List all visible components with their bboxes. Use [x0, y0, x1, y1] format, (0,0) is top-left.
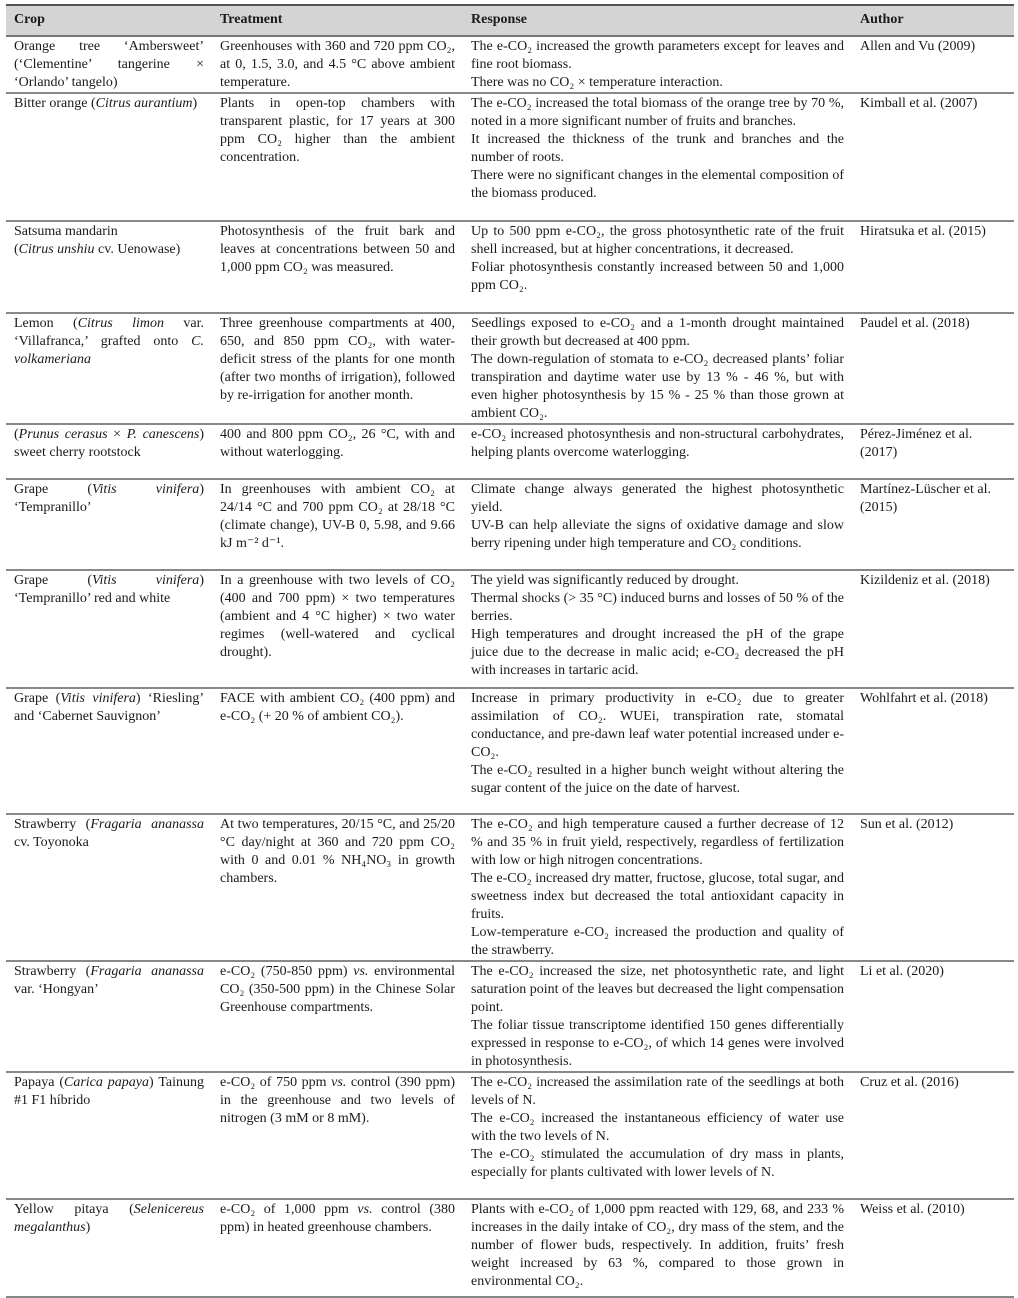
response-cell: [463, 93, 852, 221]
text-segment: In a greenhouse with two levels of CO₂ (400 and 700 ppm) × two temperatures (ambient and 4 °C higher) × two water regimes (well-watered and cyclical drought).: [220, 573, 455, 660]
table-row: [6, 93, 1014, 221]
text-segment: The e-CO₂ resulted in a higher bunch weight without altering the sugar content of the juice on the date of harvest.: [471, 763, 844, 796]
response-paragraph: [471, 167, 844, 203]
response-paragraph: [471, 74, 844, 92]
table-row: [6, 479, 1014, 570]
text-segment: Seedlings exposed to e-CO₂ and a 1-month drought maintained their growth but decreased at 400 ppm.: [471, 316, 844, 349]
author-citation: Kimball et al. (2007): [860, 96, 978, 111]
crop-cell: [6, 479, 212, 570]
crop-paragraph: [14, 241, 204, 259]
italic-text: Vitis vinifera: [92, 482, 200, 497]
response-paragraph: [471, 38, 844, 74]
text-segment: e-CO₂ (750-850 ppm): [220, 964, 354, 979]
text-segment: The e-CO₂ and high temperature caused a further decrease of 12 % and 35 % in fruit yield, respectively, regardless of fertilization with low or high nitrogen concentrations.: [471, 817, 844, 868]
crop-paragraph: [14, 1074, 204, 1110]
crop-cell: [6, 961, 212, 1072]
text-segment: Grape (: [14, 573, 92, 588]
crop-cell: [6, 1072, 212, 1199]
italic-text: Fragaria ananassa: [90, 817, 204, 832]
text-segment: Bitter orange (: [14, 96, 96, 111]
italic-text: Vitis vinifera: [92, 573, 200, 588]
text-segment: ): [192, 96, 198, 111]
text-segment: Plants with e-CO₂ of 1,000 ppm reacted with 129, 68, and 233 % increases in the daily intake of CO₂, dry mass of the stem, and the number of flower buds, respectively. In addition, fruits’ fresh weight increased by 63 %, compared to those grown in environmental CO₂.: [471, 1202, 844, 1289]
crop-paragraph: [14, 481, 204, 517]
italic-text: vs.: [353, 964, 369, 979]
crop-cell: [6, 424, 212, 479]
text-segment: control (390 ppm) in the greenhouse and two levels of nitrogen (3 mM or 8 mM).: [220, 1075, 455, 1126]
crop-cell: [6, 814, 212, 961]
response-cell: [463, 36, 852, 93]
text-segment: Lemon (: [14, 316, 78, 331]
response-paragraph: [471, 1074, 844, 1110]
treatment-cell: [212, 570, 463, 688]
table-row: [6, 313, 1014, 424]
author-cell: [852, 313, 1014, 424]
text-segment: ) ‘Tempranillo’: [14, 482, 204, 515]
treatment-cell: [212, 36, 463, 93]
treatment-paragraph: [220, 816, 455, 888]
crop-paragraph: [14, 426, 204, 462]
treatment-paragraph: [220, 38, 455, 92]
crop-cell: [6, 688, 212, 814]
text-segment: (: [14, 427, 19, 442]
author-cell: [852, 570, 1014, 688]
treatment-paragraph: [220, 426, 455, 462]
treatment-paragraph: [220, 690, 455, 726]
treatment-paragraph: [220, 1074, 455, 1128]
author-citation: Sun et al. (2012): [860, 817, 954, 832]
italic-text: Prunus cerasus: [18, 427, 108, 442]
response-paragraph: [471, 1017, 844, 1071]
text-segment: UV-B can help alleviate the signs of oxidative damage and slow berry ripening under high temperature and CO₂ conditions.: [471, 518, 844, 551]
text-segment: The e-CO₂ increased the total biomass of the orange tree by 70 %, noted in a more significant number of fruits and branches.: [471, 96, 844, 129]
treatment-cell: [212, 313, 463, 424]
text-segment: The e-CO₂ increased the growth parameters except for leaves and fine root biomass.: [471, 39, 844, 72]
response-paragraph: [471, 351, 844, 423]
text-segment: Yellow pitaya (: [14, 1202, 134, 1217]
response-paragraph: [471, 315, 844, 351]
table-row: [6, 688, 1014, 814]
text-segment: At two temperatures, 20/15 °C, and 25/20 °C day/night at 360 and 720 ppm CO₂ with 0 and 0.01 % NH₄NO₃ in growth chambers.: [220, 817, 455, 886]
response-paragraph: [471, 1110, 844, 1146]
text-segment: Three greenhouse compartments at 400, 650, and 850 ppm CO₂, with water-deficit stress of the plants for one month (after two months of irrigation), followed by re-irrigation for another month.: [220, 316, 455, 403]
text-segment: Satsuma mandarin: [14, 224, 118, 239]
author-citation: Li et al. (2020): [860, 964, 944, 979]
treatment-paragraph: [220, 223, 455, 277]
text-segment: The foliar tissue transcriptome identified 150 genes differentially expressed in response to e-CO₂, of which 14 genes were involved in photosynthesis.: [471, 1018, 844, 1069]
response-cell: [463, 570, 852, 688]
crop-paragraph: [14, 572, 204, 608]
response-paragraph: [471, 517, 844, 553]
crop-paragraph: [14, 963, 204, 999]
response-paragraph: [471, 1201, 844, 1291]
table-header: [6, 5, 1014, 36]
text-segment: The e-CO₂ increased the size, net photosynthetic rate, and light saturation point of the leaves but decreased the light compensation point.: [471, 964, 844, 1015]
header-author: Author: [852, 5, 1014, 36]
treatment-cell: [212, 424, 463, 479]
text-segment: ): [85, 1220, 91, 1235]
text-segment: Grape (: [14, 482, 92, 497]
text-segment: 400 and 800 ppm CO₂, 26 °C, with and without waterlogging.: [220, 427, 455, 460]
text-segment: There were no significant changes in the elemental composition of the biomass produced.: [471, 168, 844, 201]
text-segment: Greenhouses with 360 and 720 ppm CO₂, at 0, 1.5, 3.0, and 4.5 °C above ambient temperature.: [220, 39, 455, 90]
author-cell: [852, 36, 1014, 93]
crop-cell: [6, 221, 212, 313]
text-segment: e-CO₂ of 750 ppm: [220, 1075, 332, 1090]
text-segment: (: [14, 242, 19, 257]
italic-text: vs.: [331, 1075, 347, 1090]
treatment-paragraph: [220, 315, 455, 405]
author-cell: [852, 479, 1014, 570]
text-segment: Low-temperature e-CO₂ increased the production and quality of the strawberry.: [471, 925, 844, 958]
header-crop: Crop: [6, 5, 212, 36]
text-segment: The e-CO₂ increased the assimilation rate of the seedlings at both levels of N.: [471, 1075, 844, 1108]
response-cell: [463, 961, 852, 1072]
text-segment: Grape (: [14, 691, 61, 706]
response-paragraph: [471, 95, 844, 131]
text-segment: In greenhouses with ambient CO₂ at 24/14 °C and 700 ppm CO₂ at 28/18 °C (climate change), UV-B 0, 5.98, and 9.66 kJ m⁻² d⁻¹.: [220, 482, 455, 551]
table-row: [6, 1072, 1014, 1199]
treatment-cell: [212, 961, 463, 1072]
treatment-cell: [212, 1072, 463, 1199]
crop-cell: [6, 93, 212, 221]
text-segment: Thermal shocks (> 35 °C) induced burns and losses of 50 % of the berries.: [471, 591, 844, 624]
table-row: [6, 36, 1014, 93]
text-segment: Plants in open-top chambers with transparent plastic, for 17 years at 300 ppm CO₂ higher than the ambient concentration.: [220, 96, 455, 165]
response-cell: [463, 1199, 852, 1297]
text-segment: There was no CO₂ × temperature interaction.: [471, 75, 723, 90]
author-citation: Cruz et al. (2016): [860, 1075, 959, 1090]
treatment-cell: [212, 688, 463, 814]
response-cell: [463, 479, 852, 570]
author-cell: [852, 814, 1014, 961]
text-segment: Strawberry (: [14, 964, 91, 979]
text-segment: e-CO₂ increased photosynthesis and non-structural carbohydrates, helping plants overcome waterlogging.: [471, 427, 844, 460]
crop-cell: [6, 1199, 212, 1297]
italic-text: P. canescens: [126, 427, 200, 442]
italic-text: Fragaria ananassa: [90, 964, 204, 979]
author-citation: Allen and Vu (2009): [860, 39, 976, 54]
author-citation: Weiss et al. (2010): [860, 1202, 965, 1217]
italic-text: Citrus aurantium: [95, 96, 193, 111]
author-cell: [852, 221, 1014, 313]
treatment-cell: [212, 1199, 463, 1297]
text-segment: Orange tree ‘Ambersweet’ (‘Clementine’ tangerine × ‘Orlando’ tangelo): [14, 39, 204, 90]
treatment-paragraph: [220, 95, 455, 167]
response-cell: [463, 424, 852, 479]
co2-effects-table: [6, 4, 1014, 1298]
response-paragraph: [471, 223, 844, 259]
table-row: [6, 1199, 1014, 1297]
text-segment: var. ‘Hongyan’: [14, 982, 99, 997]
text-segment: control (380 ppm) in heated greenhouse chambers.: [220, 1202, 455, 1235]
author-citation: Kizildeniz et al. (2018): [860, 573, 990, 588]
text-segment: It increased the thickness of the trunk and branches and the number of roots.: [471, 132, 844, 165]
response-paragraph: [471, 690, 844, 762]
author-citation: Hiratsuka et al. (2015): [860, 224, 986, 239]
author-cell: [852, 1072, 1014, 1199]
crop-cell: [6, 313, 212, 424]
response-paragraph: [471, 131, 844, 167]
crop-paragraph: [14, 315, 204, 369]
text-segment: Increase in primary productivity in e-CO₂ due to greater assimilation of CO₂. WUEi, transpiration rate, stomatal conductance, and pre-dawn leaf water potential increased under e-CO₂.: [471, 691, 844, 760]
italic-text: vs.: [357, 1202, 373, 1217]
treatment-paragraph: [220, 1201, 455, 1237]
crop-paragraph: [14, 38, 204, 92]
crop-paragraph: [14, 95, 204, 113]
treatment-cell: [212, 479, 463, 570]
author-citation: Wohlfahrt et al. (2018): [860, 691, 988, 706]
text-segment: Foliar photosynthesis constantly increased between 50 and 1,000 ppm CO₂.: [471, 260, 844, 293]
text-segment: cv. Uenowase): [94, 242, 181, 257]
crop-paragraph: [14, 816, 204, 852]
text-segment: The e-CO₂ increased dry matter, fructose, glucose, total sugar, and sweetness index but decreased the total antioxidant capacity in fruits.: [471, 871, 844, 922]
author-cell: [852, 424, 1014, 479]
author-cell: [852, 1199, 1014, 1297]
author-cell: [852, 961, 1014, 1072]
author-citation: Paudel et al. (2018): [860, 316, 970, 331]
table-row: [6, 221, 1014, 313]
text-segment: e-CO₂ of 1,000 ppm: [220, 1202, 358, 1217]
author-citation: Martínez-Lüscher et al. (2015): [860, 482, 991, 515]
response-paragraph: [471, 924, 844, 960]
text-segment: var. ‘Villafranca,’ grafted onto: [14, 316, 204, 349]
text-segment: Up to 500 ppm e-CO₂, the gross photosynthetic rate of the fruit shell increased, but at higher concentrations, it decreased.: [471, 224, 844, 257]
crop-paragraph: [14, 690, 204, 726]
italic-text: Carica papaya: [64, 1075, 150, 1090]
italic-text: Citrus limon: [77, 316, 164, 331]
table-body: [6, 36, 1014, 1297]
treatment-paragraph: [220, 572, 455, 662]
text-segment: The yield was significantly reduced by drought.: [471, 573, 739, 588]
author-cell: [852, 688, 1014, 814]
response-paragraph: [471, 1146, 844, 1182]
text-segment: High temperatures and drought increased the pH of the grape juice due to the decrease in malic acid; e-CO₂ decreased the pH with increases in tartaric acid.: [471, 627, 844, 678]
response-paragraph: [471, 816, 844, 870]
response-paragraph: [471, 481, 844, 517]
text-segment: Photosynthesis of the fruit bark and leaves at concentrations between 50 and 1,000 ppm CO₂ was measured.: [220, 224, 455, 275]
text-segment: ) ‘Tempranillo’ red and white: [14, 573, 204, 606]
treatment-cell: [212, 93, 463, 221]
treatment-paragraph: [220, 963, 455, 1017]
italic-text: Citrus unshiu: [18, 242, 95, 257]
italic-text: Vitis vinifera: [60, 691, 136, 706]
response-paragraph: [471, 626, 844, 680]
crop-paragraph: [14, 1201, 204, 1237]
italic-text: C. volkameriana: [14, 334, 204, 367]
response-paragraph: [471, 572, 844, 590]
text-segment: The e-CO₂ stimulated the accumulation of dry mass in plants, especially for plants cultivated with lower levels of N.: [471, 1147, 844, 1180]
table-row: [6, 961, 1014, 1072]
header-treatment: Treatment: [212, 5, 463, 36]
text-segment: ) ‘Riesling’ and ‘Cabernet Sauvignon’: [14, 691, 204, 724]
response-cell: [463, 814, 852, 961]
text-segment: ×: [107, 427, 127, 442]
text-segment: The down-regulation of stomata to e-CO₂ decreased plants’ foliar transpiration and daytime water use by 13 % - 46 %, but with even higher photosynthesis by 15 % - 25 % than those grown at ambient CO₂.: [471, 352, 844, 421]
crop-cell: [6, 570, 212, 688]
response-paragraph: [471, 590, 844, 626]
crop-paragraph: [14, 223, 204, 241]
crop-cell: [6, 36, 212, 93]
text-segment: ) sweet cherry rootstock: [14, 427, 204, 460]
author-cell: [852, 93, 1014, 221]
text-segment: Papaya (: [14, 1075, 64, 1090]
text-segment: FACE with ambient CO₂ (400 ppm) and e-CO₂ (+ 20 % of ambient CO₂).: [220, 691, 455, 724]
response-cell: [463, 688, 852, 814]
response-paragraph: [471, 426, 844, 462]
text-segment: Climate change always generated the highest photosynthetic yield.: [471, 482, 844, 515]
text-segment: environmental CO₂ (350-500 ppm) in the Chinese Solar Greenhouse compartments.: [220, 964, 455, 1015]
response-cell: [463, 1072, 852, 1199]
treatment-cell: [212, 814, 463, 961]
text-segment: The e-CO₂ increased the instantaneous efficiency of water use with the two levels of N.: [471, 1111, 844, 1144]
response-paragraph: [471, 762, 844, 798]
response-paragraph: [471, 963, 844, 1017]
author-citation: Pérez-Jiménez et al. (2017): [860, 427, 973, 460]
text-segment: cv. Toyonoka: [14, 835, 89, 850]
table-row: [6, 424, 1014, 479]
response-paragraph: [471, 259, 844, 295]
response-paragraph: [471, 870, 844, 924]
text-segment: Strawberry (: [14, 817, 91, 832]
table-row: [6, 570, 1014, 688]
response-cell: [463, 313, 852, 424]
text-segment: ) Tainung #1 F1 híbrido: [14, 1075, 205, 1108]
header-response: Response: [463, 5, 852, 36]
response-cell: [463, 221, 852, 313]
table-row: [6, 814, 1014, 961]
treatment-cell: [212, 221, 463, 313]
treatment-paragraph: [220, 481, 455, 553]
italic-text: Selenicereus megalanthus: [14, 1202, 204, 1235]
